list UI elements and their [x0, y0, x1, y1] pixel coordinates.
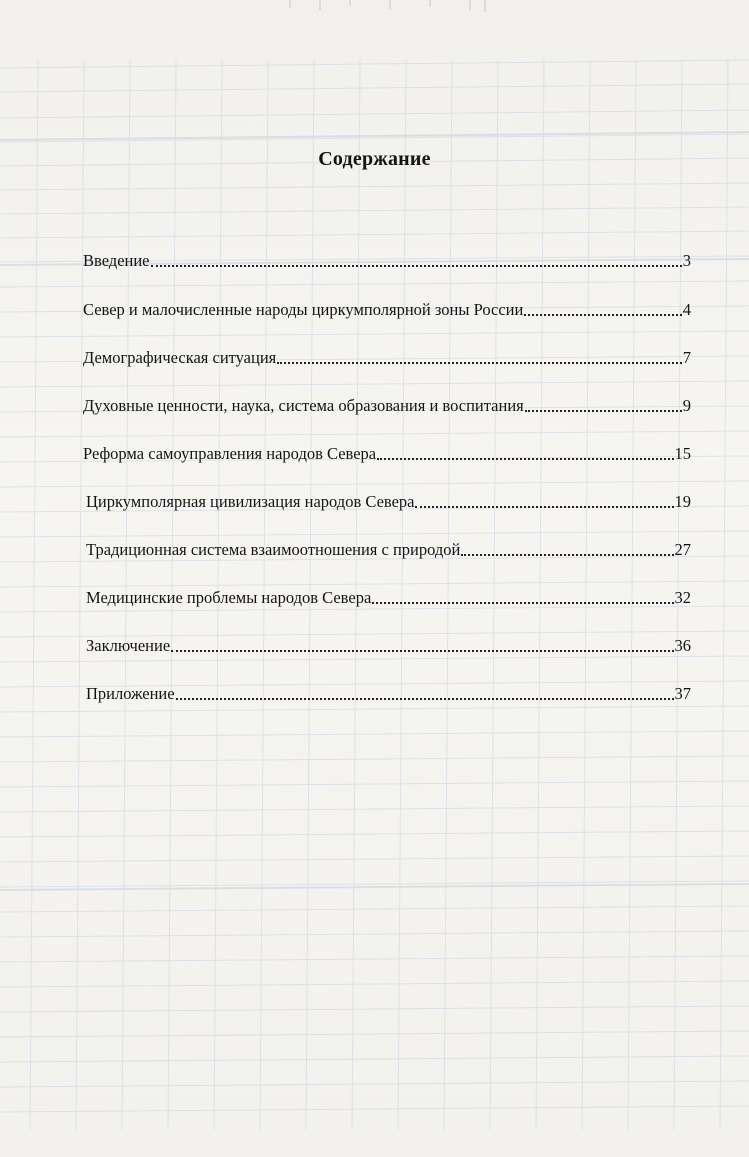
toc-entry-page: 9	[682, 396, 691, 415]
dot-leader	[524, 314, 681, 316]
dot-leader	[277, 362, 682, 364]
toc-entry	[86, 684, 691, 704]
toc-entry-page: 27	[674, 540, 691, 559]
dot-leader	[176, 698, 674, 700]
toc-entry	[86, 636, 691, 656]
toc-entry-label: Введение	[83, 251, 150, 270]
toc-entry	[86, 492, 691, 512]
toc-entry-label: Реформа самоуправления народов Севера	[83, 444, 377, 463]
dot-leader	[525, 410, 682, 412]
toc-entry-label: Циркумполярная цивилизация народов Севера	[86, 492, 415, 511]
toc-entry	[83, 300, 691, 320]
dot-leader	[372, 602, 673, 604]
toc-entry	[83, 444, 691, 464]
dot-leader	[151, 265, 682, 267]
dot-leader	[377, 458, 673, 460]
page-title: Содержание	[318, 148, 431, 170]
toc-entry-page: 3	[682, 251, 691, 270]
toc-entry-label: Заключение	[86, 636, 171, 655]
dot-leader	[415, 506, 673, 508]
toc-entry-page: 19	[674, 492, 691, 511]
toc-entry-page: 37	[674, 684, 691, 703]
toc-entry-label: Демографическая ситуация	[83, 348, 277, 367]
toc-entry	[83, 348, 691, 368]
toc-entry-label: Традиционная система взаимоотношения с природой	[86, 540, 461, 559]
toc-entry-label: Север и малочисленные народы циркумполярной зоны России	[83, 300, 524, 319]
toc-entry-page: 32	[674, 588, 691, 607]
dot-leader	[461, 554, 673, 556]
toc-entry-page: 7	[682, 348, 691, 367]
toc-entry-page: 36	[674, 636, 691, 655]
toc-entry	[83, 396, 691, 416]
toc-entry	[83, 251, 691, 271]
toc-entry-page: 4	[682, 300, 691, 319]
toc-entry-label: Медицинские проблемы народов Севера	[86, 588, 372, 607]
toc-entry-label: Приложение	[86, 684, 175, 703]
toc-entry	[86, 588, 691, 608]
dot-leader	[171, 650, 673, 652]
toc-entry-label: Духовные ценности, наука, система образования и воспитания	[83, 396, 524, 415]
toc-entry	[86, 540, 691, 560]
toc-entry-page: 15	[674, 444, 691, 463]
